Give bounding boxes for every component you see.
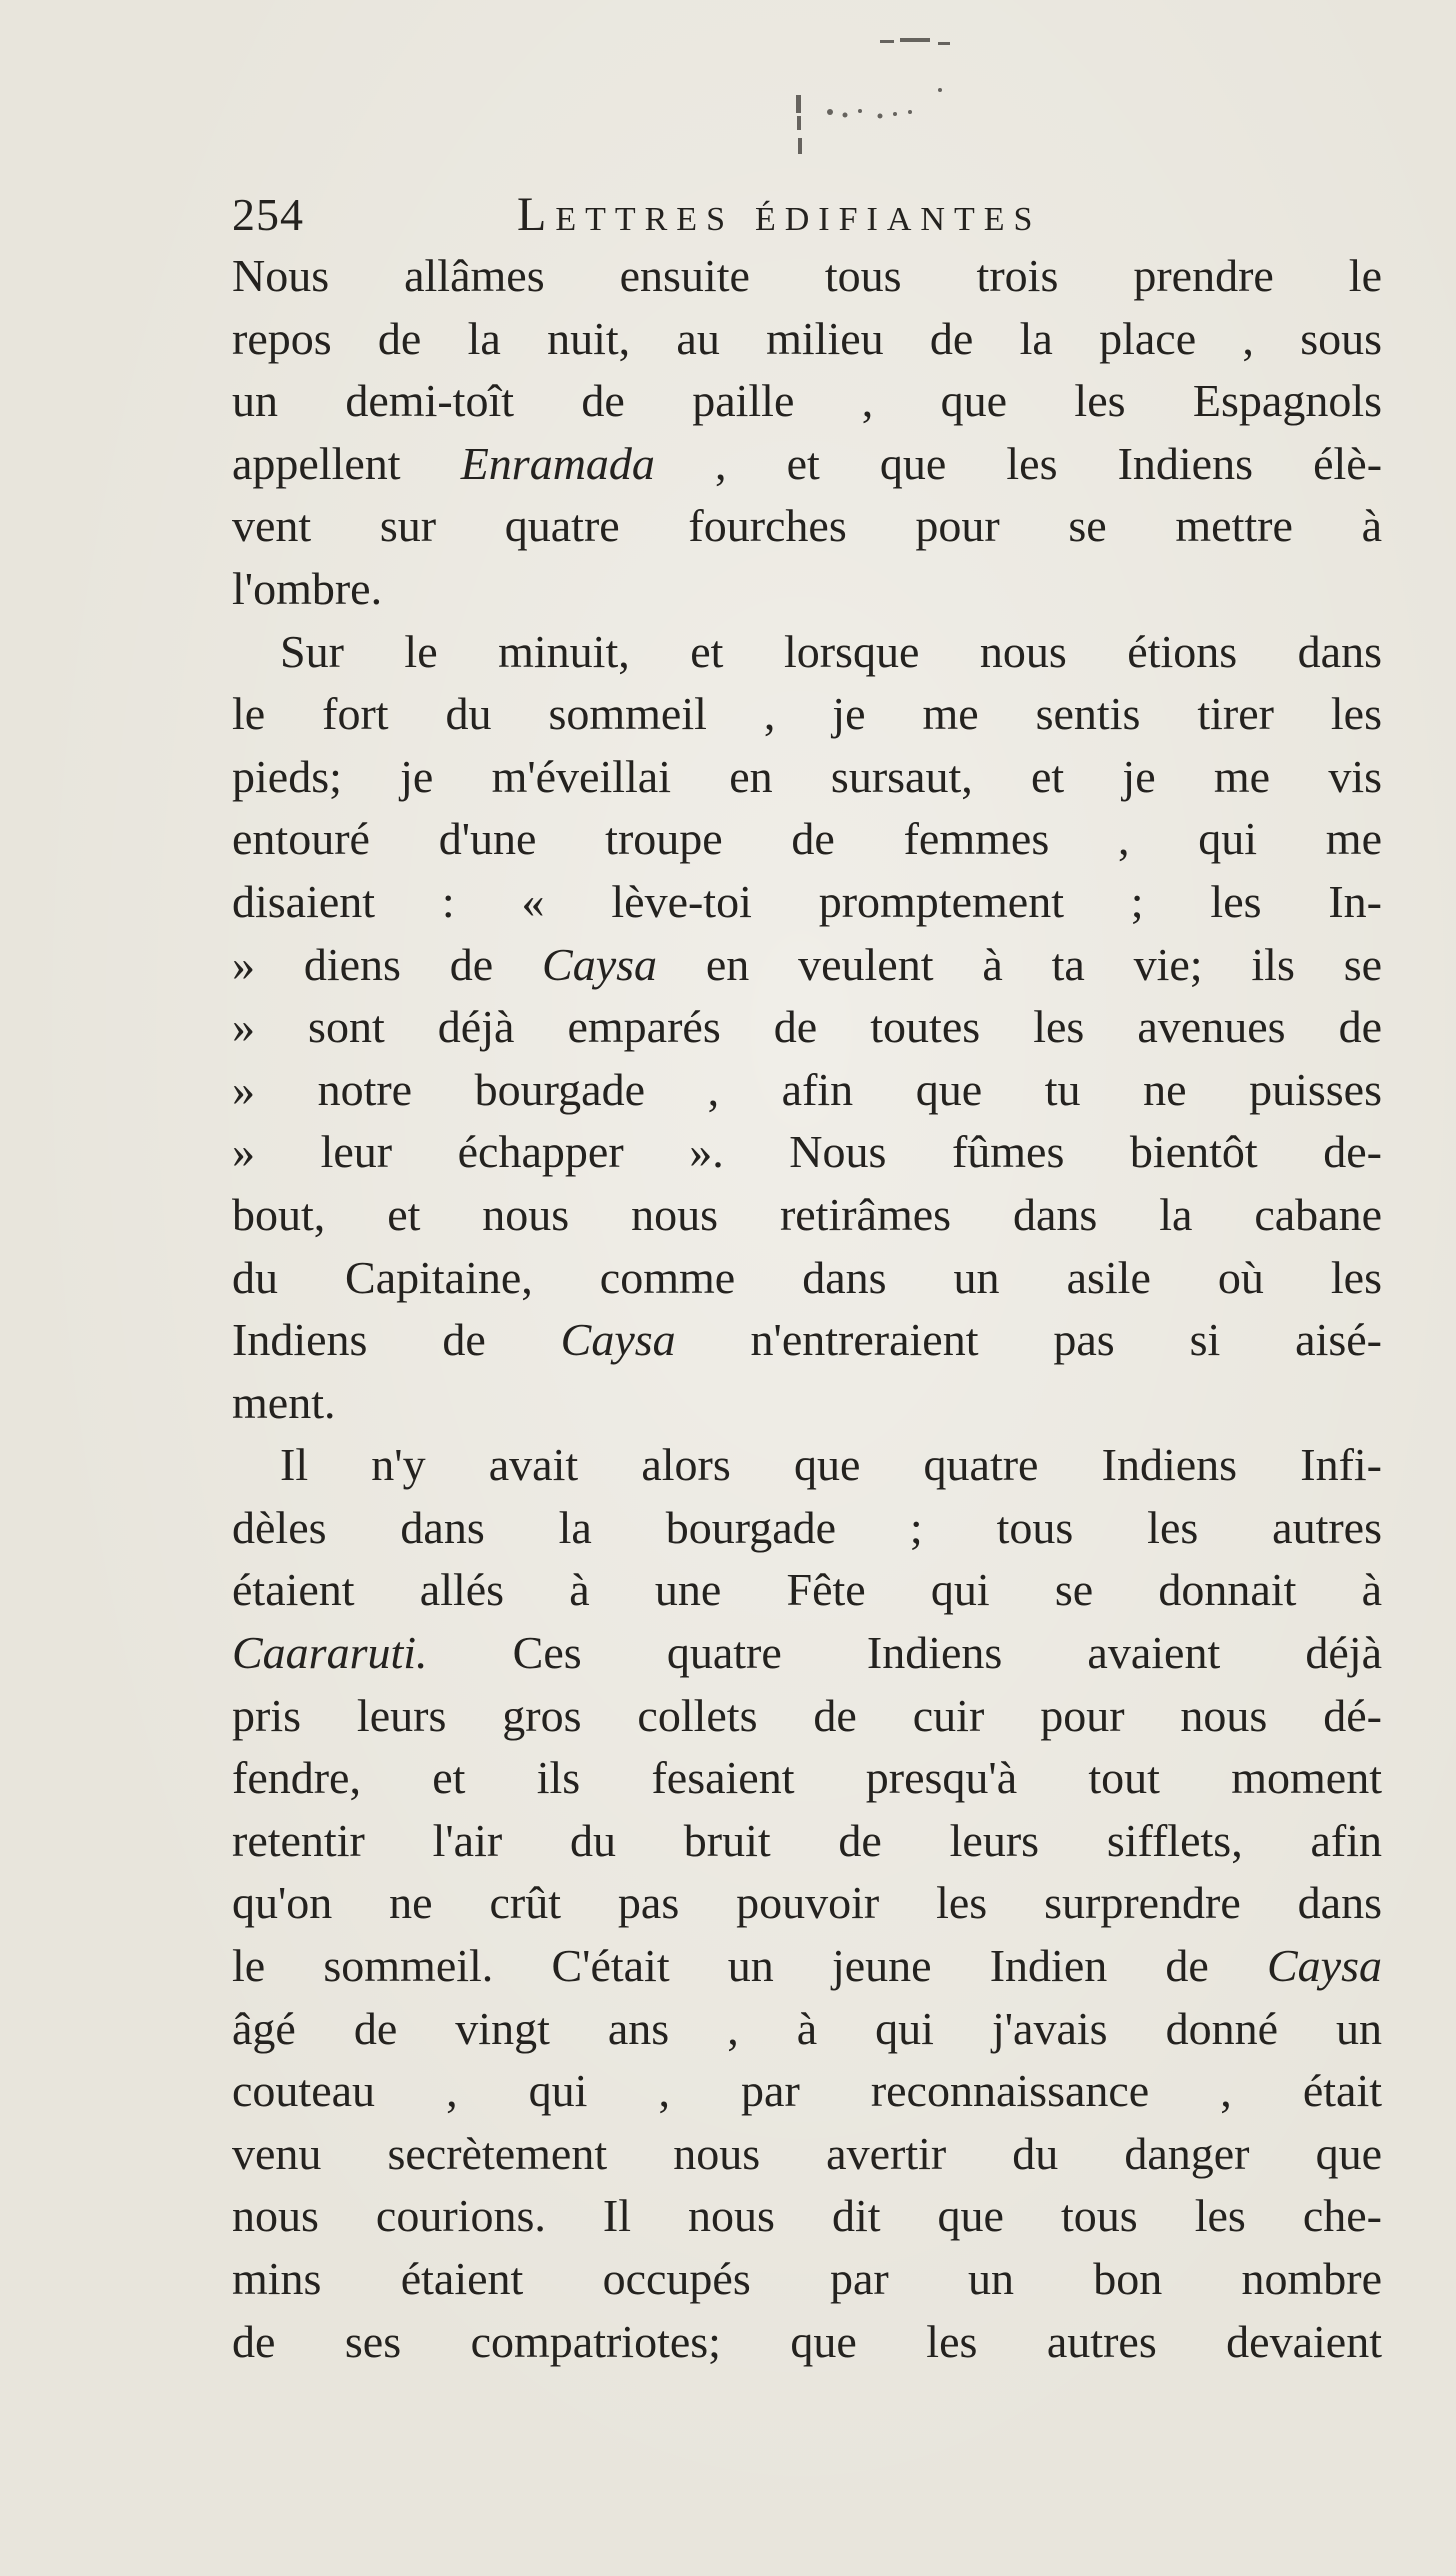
italic-term: Caysa (542, 938, 658, 990)
text-run: n'entreraient pas si aisé- (675, 1314, 1382, 1366)
text-line (232, 1309, 1382, 1372)
italic-term: Caysa (1267, 1940, 1382, 1992)
italic-term: Caararuti. (232, 1627, 428, 1679)
text-line: » leur échapper ». Nous fûmes bientôt de- (232, 1126, 1382, 1178)
running-title: Lettres édifiantes (517, 188, 1042, 241)
text-line: qu'on ne crût pas pouvoir les surprendre dans (232, 1877, 1382, 1929)
text-line: l'ombre. (232, 562, 383, 614)
text-line: de ses compatriotes; que les autres devaient (232, 2315, 1382, 2367)
text-line: un demi-toît de paille , que les Espagnols (232, 375, 1382, 427)
text-line: pris leurs gros collets de cuir pour nous dé- (232, 1689, 1382, 1741)
italic-term: Caysa (560, 1314, 676, 1366)
text-line: dèles dans la bourgade ; tous les autres (232, 1501, 1382, 1553)
text-run: » diens de (232, 938, 543, 990)
text-line (232, 934, 1382, 997)
text-line: » notre bourgade , afin que tu ne puisses (232, 1063, 1382, 1115)
body-text (232, 245, 1382, 2373)
text-line: le fort du sommeil , je me sentis tirer les (232, 688, 1382, 740)
text-run: Ces quatre Indiens avaient déjà (427, 1627, 1382, 1679)
text-line: nous courions. Il nous dit que tous les che- (232, 2190, 1382, 2242)
text-line: pieds; je m'éveillai en sursaut, et je me vis (232, 750, 1382, 802)
text-line: entouré d'une troupe de femmes , qui me (232, 813, 1382, 865)
text-line (232, 433, 1382, 496)
text-line (232, 1935, 1382, 1998)
text-line: du Capitaine, comme dans un asile où les (232, 1251, 1382, 1303)
text-line (232, 1622, 1382, 1685)
text-run: Indiens de (232, 1314, 561, 1366)
text-line: fendre, et ils fesaient presqu'à tout moment (232, 1752, 1382, 1804)
text-line: Il n'y avait alors que quatre Indiens Infi- (280, 1439, 1382, 1491)
text-line: ment. (232, 1376, 336, 1428)
text-line: couteau , qui , par reconnaissance , était (232, 2065, 1382, 2117)
text-line: venu secrètement nous avertir du danger que (232, 2127, 1382, 2179)
text-line: retentir l'air du bruit de leurs sifflets, afin (232, 1814, 1382, 1866)
ink-blot-mark (790, 20, 1020, 180)
text-line: Nous allâmes ensuite tous trois prendre le (232, 250, 1382, 301)
text-line: âgé de vingt ans , à qui j'avais donné un (232, 2002, 1382, 2054)
text-line: disaient : « lève-toi promptement ; les In- (232, 875, 1382, 927)
text-line: » sont déjà emparés de toutes les avenues de (232, 1001, 1382, 1053)
text-run: en veulent à ta vie; ils se (657, 938, 1382, 990)
text-line: bout, et nous nous retirâmes dans la cabane (232, 1188, 1382, 1240)
text-line: mins étaient occupés par un bon nombre (232, 2253, 1382, 2304)
running-head (232, 180, 1382, 250)
text-line: Sur le minuit, et lorsque nous étions dans (280, 625, 1382, 677)
text-run: appellent (232, 437, 461, 489)
text-line: repos de la nuit, au milieu de la place , sous (232, 312, 1382, 364)
text-run: , et que les Indiens élè- (654, 437, 1382, 489)
italic-term: Enramada (460, 437, 655, 489)
text-line: étaient allés à une Fête qui se donnait à (232, 1564, 1382, 1616)
text-run: le sommeil. C'était un jeune Indien de (232, 1940, 1267, 1992)
text-line: vent sur quatre fourches pour se mettre à (232, 500, 1382, 552)
page-number: 254 (232, 189, 304, 240)
